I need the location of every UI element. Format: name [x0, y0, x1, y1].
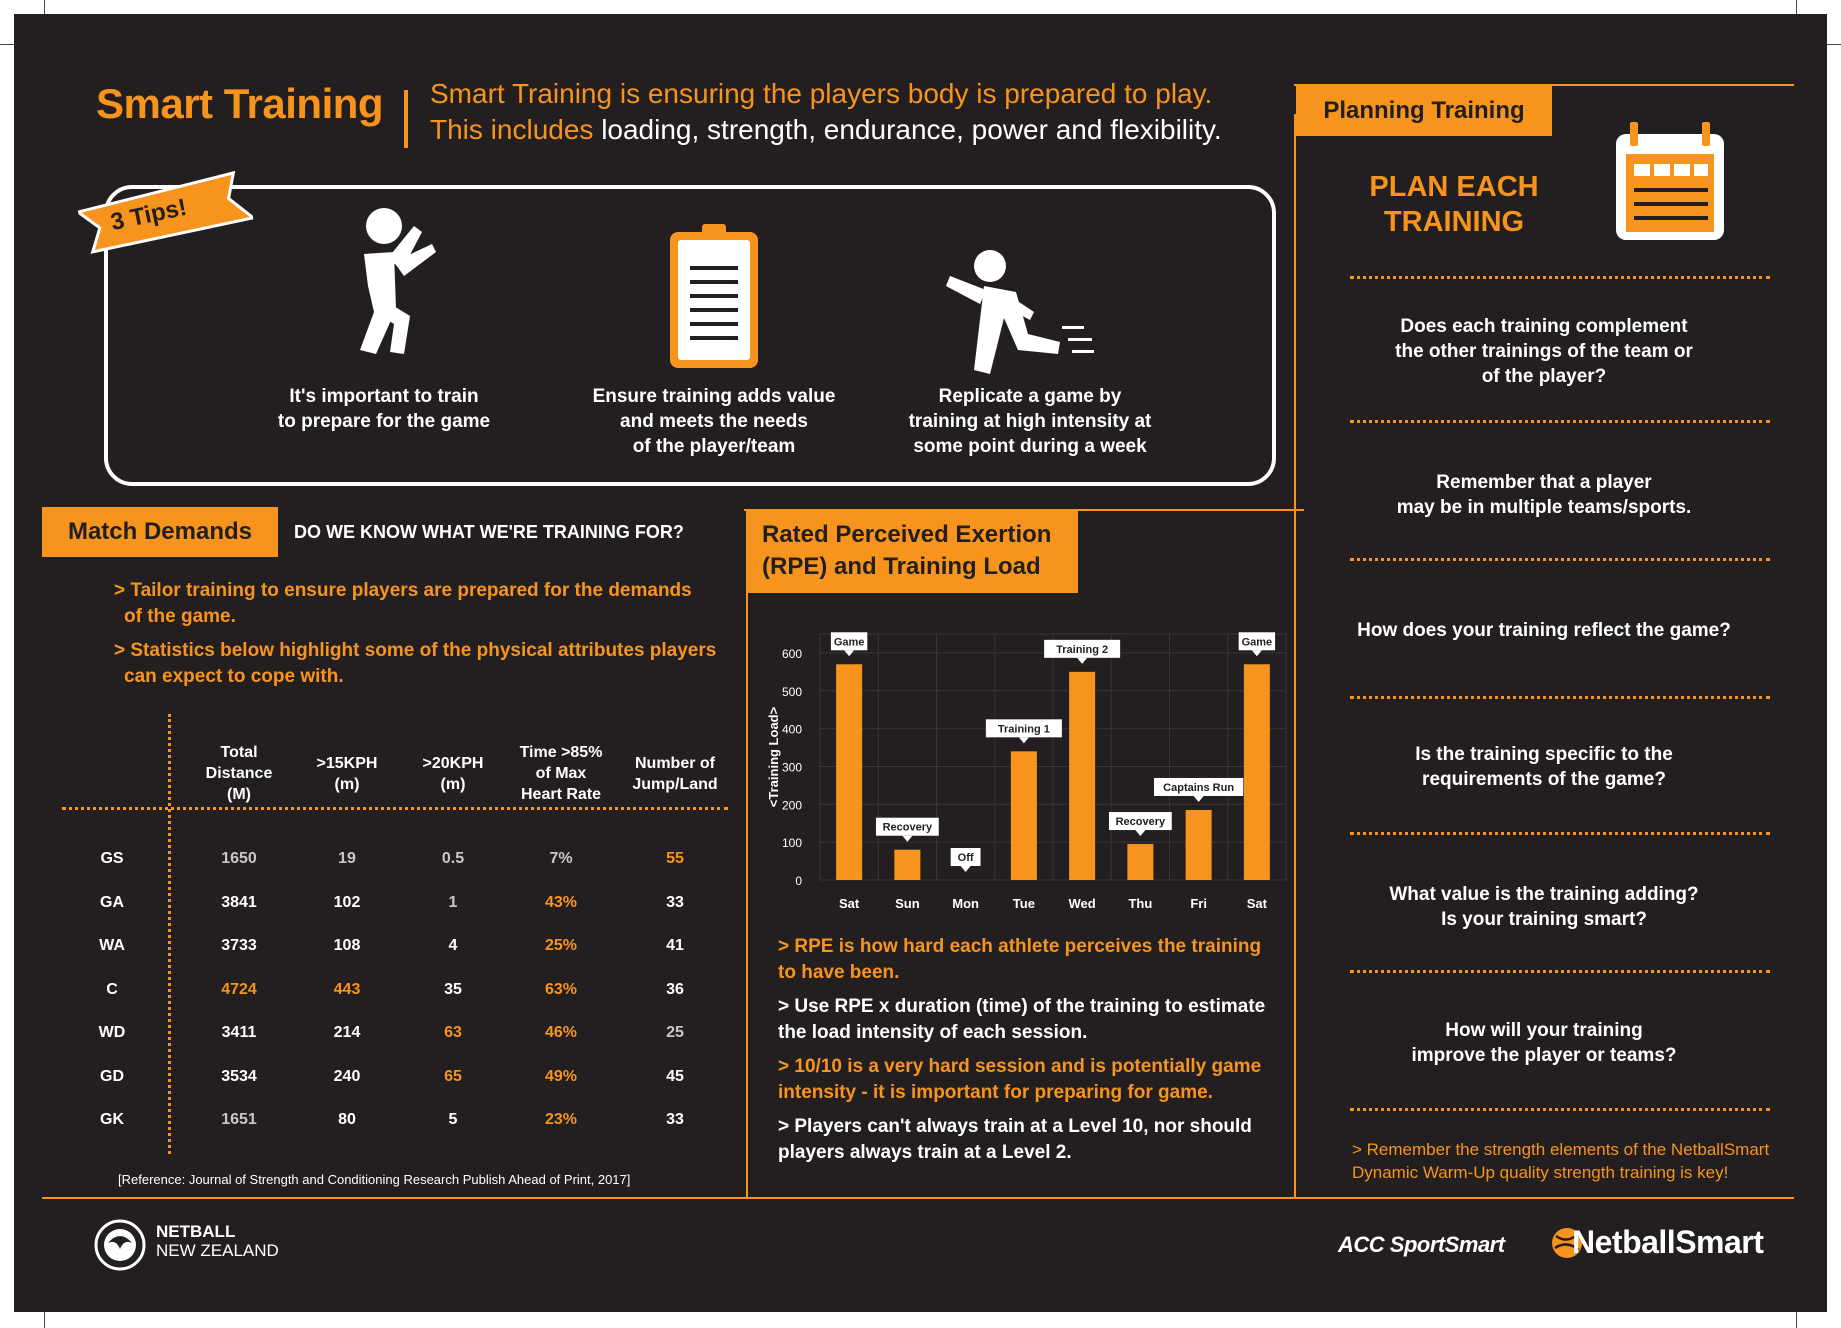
- position-label: GS: [100, 850, 124, 867]
- planning-question-line: Is the training specific to the: [1415, 744, 1673, 765]
- table-row: [14, 1068, 734, 1092]
- table-cell: 25: [666, 1024, 684, 1041]
- y-axis-label: <Training Load>: [766, 706, 781, 808]
- sprinting-player-icon: [944, 246, 1104, 386]
- bar-label-pointer: [1019, 737, 1029, 743]
- bar: [836, 664, 862, 880]
- position-label: C: [106, 980, 118, 998]
- planning-tab-label: Planning Training: [1323, 97, 1525, 124]
- planning-question: [1344, 618, 1744, 643]
- section-divider: [746, 509, 748, 1199]
- title-divider: [404, 90, 408, 148]
- bar-label-pointer: [902, 836, 912, 842]
- position-label: WD: [98, 1024, 126, 1041]
- planning-question: [1344, 882, 1744, 932]
- bar-label: Game: [1241, 636, 1273, 649]
- planning-question: [1344, 314, 1744, 389]
- planning-heading-line: PLAN EACH: [1369, 171, 1539, 203]
- column-header: [184, 742, 294, 805]
- table-cell: 65: [444, 1067, 462, 1085]
- bullet-line: > 10/10 is a very hard session and is potentially game: [778, 1056, 1262, 1077]
- netball-nz-logo-icon: [94, 1219, 146, 1271]
- tip-3-text: [880, 384, 1180, 459]
- calendar-icon: [1614, 120, 1726, 242]
- bullet-line: of the game.: [124, 606, 236, 627]
- bullet-line: > Use RPE x duration (time) of the training to estimate: [778, 996, 1266, 1017]
- column-header-line: >15KPH: [316, 755, 378, 772]
- crop-mark: [44, 0, 45, 14]
- column-header-line: Heart Rate: [520, 786, 602, 803]
- planning-question-line: How will your training: [1445, 1020, 1643, 1041]
- planning-divider: [1350, 420, 1770, 423]
- x-tick-label: Sat: [839, 896, 860, 911]
- table-cell: 25%: [544, 937, 578, 954]
- table-cell: 46%: [544, 1024, 578, 1041]
- bar: [1186, 810, 1212, 880]
- table-cell: 3411: [221, 1024, 257, 1041]
- position-label: WA: [99, 937, 125, 954]
- planning-question-line: Does each training complement: [1400, 316, 1688, 337]
- footer-divider: [42, 1197, 1794, 1199]
- bullet-line: > Players can't always train at a Level 10, nor should: [778, 1116, 1252, 1137]
- table-cell: 63%: [544, 980, 578, 998]
- table-cell: 63: [444, 1024, 462, 1041]
- x-tick-label: Mon: [952, 896, 979, 911]
- position-label: GD: [100, 1067, 124, 1085]
- table-row: [14, 981, 734, 1005]
- section-divider: [1294, 114, 1296, 1199]
- table-cell: 7%: [549, 850, 573, 867]
- x-tick-label: Thu: [1128, 896, 1153, 911]
- column-header-line: (m): [334, 776, 360, 793]
- planning-divider: [1350, 558, 1770, 561]
- planning-question-line: may be in multiple teams/sports.: [1396, 497, 1692, 518]
- column-header-line: Number of: [635, 755, 715, 772]
- planning-tab: [1296, 86, 1552, 136]
- bar: [894, 850, 920, 880]
- bar-label: Recovery: [882, 821, 933, 834]
- bullet-line: > Statistics below highlight some of the physical attributes players: [114, 640, 717, 661]
- bar: [1127, 844, 1153, 880]
- bar-label: Captains Run: [1163, 781, 1235, 794]
- table-cell: 41: [666, 937, 684, 954]
- rpe-tab-line: (RPE) and Training Load: [762, 553, 1041, 580]
- logo-line: NEW ZEALAND: [156, 1241, 279, 1260]
- logo-line: NETBALL: [156, 1222, 236, 1241]
- rpe-tab: [748, 511, 1078, 593]
- bar-label-pointer: [1135, 830, 1145, 836]
- table-cell: 3733: [221, 937, 257, 954]
- bullet-line: > RPE is how hard each athlete perceives the training: [778, 936, 1262, 957]
- column-header-line: Total: [220, 744, 258, 761]
- bullet-line: can expect to cope with.: [124, 666, 344, 687]
- table-cell: 4: [448, 937, 458, 954]
- table-cell: 43%: [544, 893, 578, 911]
- planning-divider: [1350, 1108, 1770, 1111]
- rpe-tab-line: Rated Perceived Exertion: [762, 521, 1052, 548]
- match-demands-tab-label: Match Demands: [67, 518, 253, 545]
- x-tick-label: Wed: [1068, 896, 1096, 911]
- column-header: [292, 753, 402, 795]
- tip-1-line: to prepare for the game: [277, 411, 491, 432]
- match-bullet-1: [114, 578, 692, 630]
- table-cell: 55: [666, 850, 684, 867]
- table-row: [14, 1111, 734, 1135]
- table-cell: 19: [338, 850, 356, 867]
- planning-question-line: requirements of the game?: [1422, 769, 1666, 790]
- y-tick-label: 300: [781, 760, 802, 775]
- bar: [1069, 672, 1095, 880]
- planning-question: [1344, 470, 1744, 520]
- intro-line-1: Smart Training is ensuring the players body is prepared to play.: [430, 78, 1213, 109]
- crop-mark: [0, 44, 14, 45]
- rpe-bullet-4: [778, 1114, 1252, 1166]
- y-tick-label: 400: [781, 722, 802, 737]
- table-row: [14, 937, 734, 961]
- tip-2-text: [564, 384, 864, 459]
- planning-question-line: How does your training reflect the game?: [1357, 620, 1731, 641]
- x-tick-label: Fri: [1190, 896, 1207, 911]
- table-cell: 23%: [544, 1111, 578, 1128]
- bullet-line: > Tailor training to ensure players are prepared for the demands: [114, 580, 692, 601]
- bar-label-pointer: [1194, 796, 1204, 802]
- table-cell: 102: [333, 893, 361, 911]
- table-cell: 33: [666, 893, 684, 911]
- tip-2-line: of the player/team: [632, 436, 796, 457]
- match-demands-question: DO WE KNOW WHAT WE'RE TRAINING FOR?: [294, 522, 684, 542]
- bar-label-pointer: [961, 866, 971, 872]
- table-cell: 4724: [221, 980, 257, 998]
- bullet-line: the load intensity of each session.: [778, 1022, 1088, 1043]
- crop-mark: [1827, 44, 1841, 45]
- x-tick-label: Sun: [895, 896, 920, 911]
- x-tick-label: Sat: [1246, 896, 1267, 911]
- planning-question: [1344, 1018, 1744, 1068]
- match-bullet-2: [114, 638, 716, 690]
- table-cell: 0.5: [441, 850, 465, 867]
- table-cell: 1: [448, 893, 458, 911]
- rpe-bullet-3: [778, 1054, 1261, 1106]
- acc-sportsmart-logo: ACC SportSmart: [1338, 1232, 1505, 1257]
- poster: [14, 14, 1827, 1312]
- position-label: GK: [100, 1111, 124, 1128]
- page-title: Smart Training: [96, 80, 384, 127]
- table-header-rule: [62, 807, 728, 810]
- planning-divider: [1350, 970, 1770, 973]
- bar-label: Recovery: [1115, 816, 1166, 829]
- intro-line-2a: This includes: [430, 114, 594, 145]
- table-row: [14, 1024, 734, 1048]
- table-cell: 108: [333, 937, 361, 954]
- planning-question-line: Remember that a player: [1436, 472, 1652, 493]
- clipboard-icon: [668, 222, 760, 370]
- table-cell: 35: [444, 980, 462, 998]
- planning-heading: [1344, 170, 1564, 240]
- planning-heading-line: TRAINING: [1383, 206, 1525, 238]
- planning-question-line: What value is the training adding?: [1389, 884, 1699, 905]
- netballsmart-logo: NetballSmart: [1572, 1224, 1764, 1260]
- table-cell: 33: [666, 1111, 684, 1128]
- table-cell: 214: [333, 1024, 361, 1041]
- table-cell: 80: [338, 1111, 356, 1128]
- column-header-line: >20KPH: [422, 755, 484, 772]
- netball-nz-wordmark: [156, 1222, 279, 1261]
- table-cell: 5: [448, 1111, 458, 1128]
- tip-2-line: Ensure training adds value: [592, 386, 836, 407]
- planning-question-line: improve the player or teams?: [1411, 1045, 1677, 1066]
- y-tick-label: 200: [781, 798, 802, 813]
- bullet-line: players always train at a Level 2.: [778, 1142, 1072, 1163]
- tip-3-line: training at high intensity at: [908, 411, 1152, 432]
- table-reference: [Reference: Journal of Strength and Conditioning Research Publish Ahead of Print, 2017]: [118, 1172, 631, 1187]
- bar-label: Game: [833, 636, 865, 649]
- column-header-line: of Max: [535, 765, 587, 782]
- planning-note: [1352, 1138, 1769, 1184]
- tip-2-line: and meets the needs: [620, 411, 808, 432]
- table-row: [14, 850, 734, 874]
- column-header: [620, 753, 730, 795]
- table-cell: 45: [666, 1067, 684, 1085]
- y-tick-label: 0: [795, 874, 802, 888]
- table-cell: 1650: [221, 850, 257, 867]
- match-demands-tab: [42, 507, 278, 557]
- column-header: [398, 753, 508, 795]
- crop-mark: [44, 1312, 45, 1328]
- note-line: Dynamic Warm-Up quality strength training is key!: [1352, 1163, 1729, 1182]
- planning-question-line: the other trainings of the team or: [1395, 341, 1693, 362]
- planning-question-line: of the player?: [1481, 366, 1607, 387]
- x-tick-label: Tue: [1012, 896, 1035, 911]
- y-tick-label: 600: [781, 646, 802, 661]
- tip-1-line: It's important to train: [289, 386, 479, 407]
- table-cell: 240: [333, 1067, 361, 1085]
- y-tick-label: 500: [781, 684, 802, 699]
- tip-3-line: Replicate a game by: [938, 386, 1122, 407]
- column-header-line: Time >85%: [519, 744, 603, 761]
- tips-badge-label: 3 Tips!: [108, 193, 190, 237]
- bullet-line: intensity - it is important for preparing for game.: [778, 1082, 1213, 1103]
- y-tick-label: 100: [781, 836, 802, 851]
- table-cell: 443: [333, 980, 361, 998]
- bar: [1011, 751, 1037, 880]
- planning-question-line: Is your training smart?: [1441, 909, 1647, 930]
- table-cell: 3534: [221, 1067, 257, 1085]
- table-cell: 49%: [544, 1067, 578, 1085]
- running-player-icon: [324, 204, 444, 364]
- tip-1-text: [244, 384, 524, 434]
- rpe-training-load-chart: [754, 620, 1294, 920]
- position-label: GA: [100, 893, 124, 911]
- column-header-line: (m): [440, 776, 466, 793]
- bar-label: Training 1: [997, 723, 1050, 736]
- table-cell: 36: [666, 980, 684, 998]
- crop-mark: [1796, 0, 1797, 14]
- table-cell: 3841: [221, 893, 257, 911]
- table-row: [14, 894, 734, 918]
- bar-label: Off: [957, 852, 974, 864]
- column-header-line: Jump/Land: [632, 776, 718, 793]
- table-cell: 1651: [221, 1111, 257, 1128]
- bullet-line: to have been.: [778, 962, 900, 983]
- bar-label: Training 2: [1056, 643, 1109, 656]
- column-header-line: Distance: [205, 765, 273, 782]
- intro-line-2: [430, 114, 1222, 146]
- rpe-bullet-2: [778, 994, 1265, 1046]
- intro-line-2b: loading, strength, endurance, power and flexibility.: [601, 114, 1222, 145]
- planning-question: [1344, 742, 1744, 792]
- planning-divider: [1350, 696, 1770, 699]
- note-line: > Remember the strength elements of the NetballSmart: [1352, 1140, 1770, 1159]
- bar: [1244, 664, 1270, 880]
- rpe-bullet-1: [778, 934, 1261, 986]
- crop-mark: [1796, 1312, 1797, 1328]
- planning-divider: [1350, 832, 1770, 835]
- bar-label-pointer: [1077, 658, 1087, 664]
- column-header: [506, 742, 616, 805]
- tip-3-line: some point during a week: [913, 436, 1147, 457]
- column-header-line: (M): [227, 786, 251, 803]
- planning-divider: [1350, 276, 1770, 279]
